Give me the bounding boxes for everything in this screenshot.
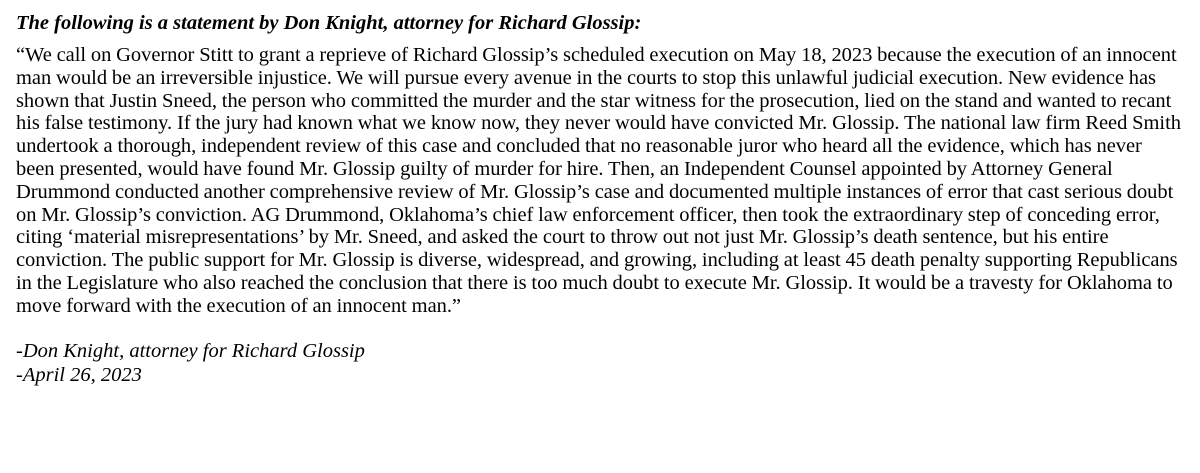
signature-name: -Don Knight, attorney for Richard Glossip	[16, 339, 365, 362]
statement-heading: The following is a statement by Don Knight, attorney for Richard Glossip:	[16, 12, 642, 34]
signature-date: -April 26, 2023	[16, 363, 142, 386]
signature-block	[16, 339, 1184, 387]
statement-body: “We call on Governor Stitt to grant a reprieve of Richard Glossip’s scheduled execution on May 18, 2023 because the execution of an innocent man would be an irreversible injustice. We will pursue every avenue in the courts to stop this unlawful judicial execution. New evidence has shown that Justin Sneed, the person who committed the murder and the star witness for the prosecution, lied on the stand and wanted to recant his false testimony. If the jury had known what we know now, they never would have convicted Mr. Glossip. The national law firm Reed Smith undertook a thorough, independent review of this case and concluded that no reasonable juror who heard all the evidence, which has never been presented, would have found Mr. Glossip guilty of murder for hire. Then, an Independent Counsel appointed by Attorney General Drummond conducted another comprehensive review of Mr. Glossip’s case and documented multiple instances of error that cast serious doubt on Mr. Glossip’s conviction. AG Drummond, Oklahoma’s chief law enforcement officer, then took the extraordinary step of conceding error, citing ‘material misrepresentations’ by Mr. Sneed, and asked the court to throw out not just Mr. Glossip’s death sentence, but his entire conviction. The public support for Mr. Glossip is diverse, widespread, and growing, including at least 45 death penalty supporting Republicans in the Legislature who also reached the conclusion that there is too much doubt to execute Mr. Glossip. It would be a travesty for Oklahoma to move forward with the execution of an innocent man.”	[16, 44, 1181, 317]
